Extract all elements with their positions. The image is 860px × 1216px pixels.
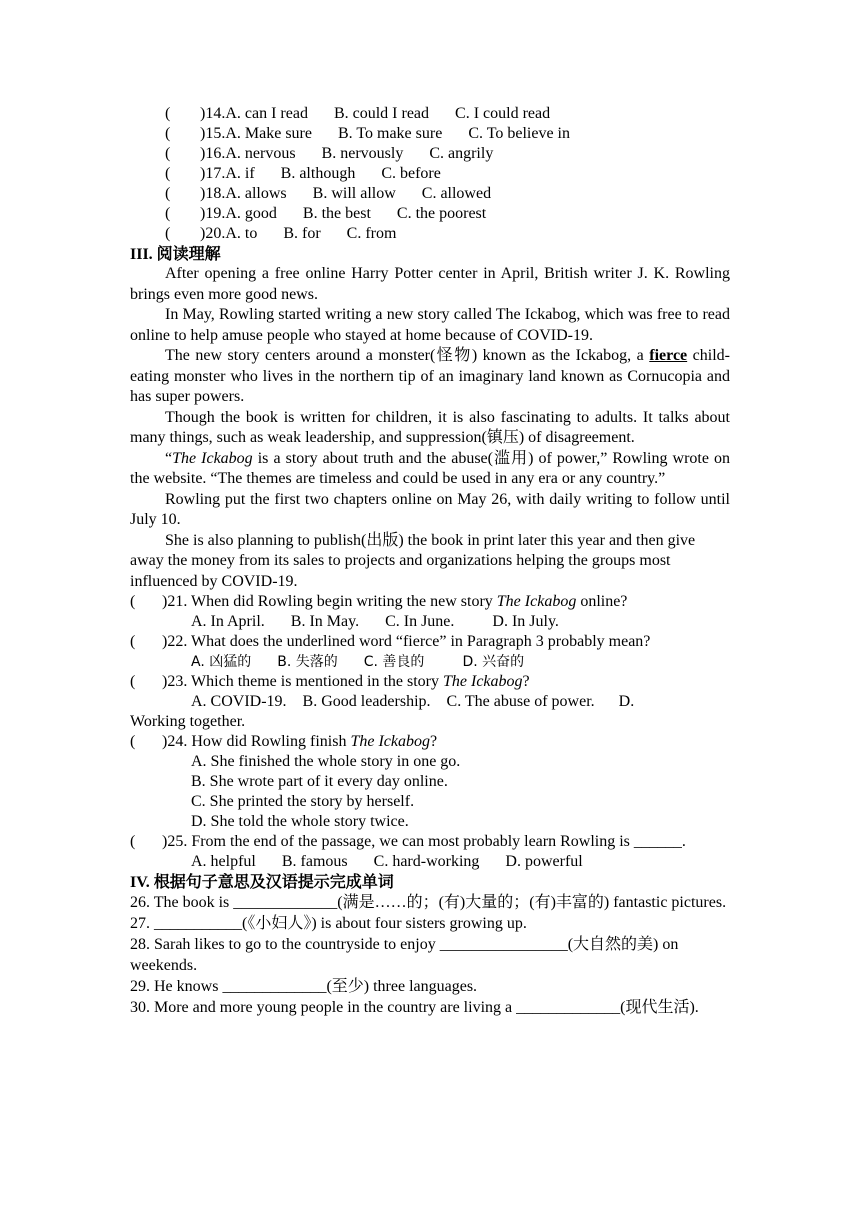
cloze-item: ( )14.A. can I read B. could I read C. I could read [165,105,551,122]
book-title: The Ickabog [172,449,253,467]
question-22-options: A. 凶猛的 B. 失落的 C. 善良的 D. 兴奋的 [191,654,525,670]
question-25: ( )25. From the end of the passage, we can most probably learn Rowling is ______. [130,833,686,850]
passage-paragraph-6: Rowling put the first two chapters online on May 26, with daily writing to follow until July 10. [130,490,730,528]
question-23-options: A. COVID-19. B. Good leadership. C. The abuse of power. D. [191,693,635,710]
cloze-item: ( )19.A. good B. the best C. the poorest [165,205,487,222]
cloze-options-list [130,104,730,244]
question-24-option-c: C. She printed the story by herself. [191,793,415,810]
passage-paragraph-1: After opening a free online Harry Potter center in April, British writer J. K. Rowling brings even more good news. [130,265,730,303]
fill-in-item: 27. ___________(《小妇人》) is about four sisters growing up. [130,915,527,932]
cloze-item: ( )18.A. allows B. will allow C. allowed [165,185,492,202]
section-3-heading: III. 阅读理解 [130,246,221,263]
question-25-options: A. helpful B. famous C. hard-working D. powerful [191,853,583,870]
underlined-word-fierce: fierce [649,347,688,364]
passage-paragraph-3: The new story centers around a monster(怪物) known as the Ickabog, a fierce child-eating monster who lives in the northern tip of an imaginary land known as Cornucopia and has super powers. [130,347,730,405]
cloze-item: ( )20.A. to B. for C. from [165,225,397,242]
question-23: ( )23. Which theme is mentioned in the story The Ickabog? [130,673,530,690]
passage-paragraph-7: She is also planning to publish(出版) the book in print later this year and then give away the money from its sales to projects and organizations helping the groups most influenced by COVID-19. [130,531,696,590]
question-24-option-a: A. She finished the whole story in one go. [191,753,461,770]
question-24: ( )24. How did Rowling finish The Ickabog? [130,733,438,750]
fill-in-item: 30. More and more young people in the country are living a _____________(现代生活). [130,999,699,1016]
fill-in-item: 26. The book is _____________(满是……的；(有)大量的；(有)丰富的) fantastic pictures. [130,894,727,911]
question-21: ( )21. When did Rowling begin writing the new story The Ickabog online? [130,593,628,610]
worksheet-page [130,104,730,1018]
cloze-item: ( )16.A. nervous B. nervously C. angrily [165,145,494,162]
passage-paragraph-2: In May, Rowling started writing a new story called The Ickabog, which was free to read online to help amuse people who stayed at home because of COVID-19. [130,306,730,344]
section-4-heading: IV. 根据句子意思及汉语提示完成单词 [130,874,394,891]
cloze-item: ( )17.A. if B. although C. before [165,165,441,182]
fill-in-item: 28. Sarah likes to go to the countryside to enjoy ________________(大自然的美) on weekends. [130,936,679,974]
question-21-options: A. In April. B. In May. C. In June. D. In July. [191,613,559,630]
passage-paragraph-4: Though the book is written for children, it is also fascinating to adults. It talks about many things, such as weak leadership, and suppression(镇压) of disagreement. [130,408,730,446]
fill-in-item: 29. He knows _____________(至少) three languages. [130,978,478,995]
question-22: ( )22. What does the underlined word “fierce” in Paragraph 3 probably mean? [130,633,651,650]
cloze-item: ( )15.A. Make sure B. To make sure C. To believe in [165,125,570,142]
passage-paragraph-5: “The Ickabog is a story about truth and the abuse(滥用) of power,” Rowling wrote on the website. “The themes are timeless and could be used in any era or any country.” [130,449,730,487]
word-completion-list [130,892,730,1018]
question-24-option-d: D. She told the whole story twice. [191,813,409,830]
question-23-options-wrap: Working together. [130,713,246,730]
question-24-option-b: B. She wrote part of it every day online. [191,773,448,790]
